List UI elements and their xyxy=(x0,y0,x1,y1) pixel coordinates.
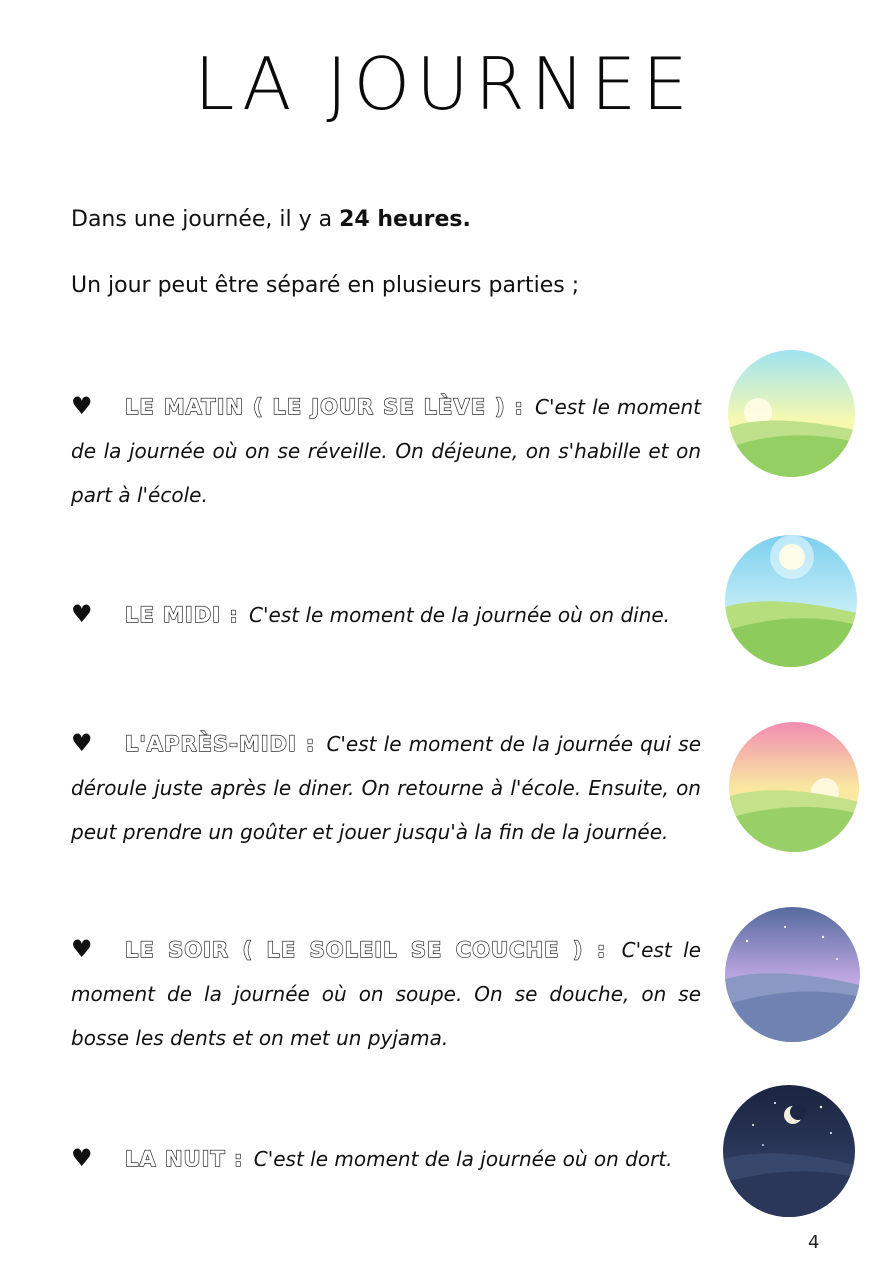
afternoon-sky-icon xyxy=(729,722,859,852)
page-title: LA JOURNEE xyxy=(194,42,694,126)
heart-icon: ♥ xyxy=(71,600,93,628)
section-midi xyxy=(71,592,701,637)
intro-line-2: Un jour peut être séparé en plusieurs parties ; xyxy=(71,273,580,298)
heart-icon: ♥ xyxy=(71,1144,93,1172)
heart-icon: ♥ xyxy=(71,935,93,963)
noon-sky-icon xyxy=(725,535,857,667)
section-label: L'APRÈS-MIDI : xyxy=(125,732,316,756)
section-text: C'est le moment de la journée où on se réveille. On déjeune, on s'habille et on part à l'école. xyxy=(71,395,701,507)
morning-sky-icon xyxy=(728,350,855,477)
section-text: C'est le moment de la journée où on dort. xyxy=(247,1147,673,1171)
section-text: C'est le moment de la journée où on soupe. On se douche, on se bosse les dents et on met un pyjama. xyxy=(71,938,701,1050)
heart-icon: ♥ xyxy=(71,729,93,757)
intro-text: Dans une journée, il y a xyxy=(71,207,340,232)
section-text: C'est le moment de la journée qui se déroule juste après le diner. On retourne à l'école. Ensuite, on peut prendre un goûter et jouer jusqu'à la fin de la journée. xyxy=(71,732,701,844)
heart-icon: ♥ xyxy=(71,392,93,420)
intro-bold: 24 heures. xyxy=(339,207,471,232)
section-label: LE SOIR ( LE SOLEIL SE COUCHE ) : xyxy=(125,938,607,962)
section-soir xyxy=(71,927,701,1060)
evening-sky-icon xyxy=(725,907,860,1042)
section-apres-midi xyxy=(71,721,701,854)
section-label: LE MIDI : xyxy=(125,603,239,627)
page-number: 4 xyxy=(808,1232,820,1253)
section-nuit xyxy=(71,1136,701,1181)
section-text: C'est le moment de la journée où on dine. xyxy=(242,603,671,627)
night-sky-icon xyxy=(723,1085,855,1217)
section-matin xyxy=(71,384,701,517)
section-label: LE MATIN ( LE JOUR SE LÈVE ) : xyxy=(125,395,524,419)
intro-line-1 xyxy=(71,207,711,233)
section-label: LA NUIT : xyxy=(125,1147,244,1171)
